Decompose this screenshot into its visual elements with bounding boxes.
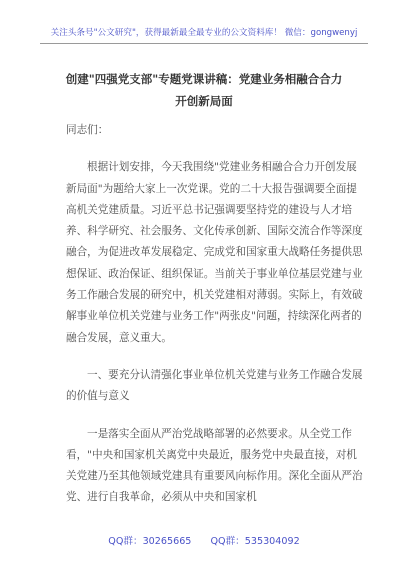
salutation: 同志们： (66, 124, 109, 136)
document-title (40, 68, 368, 112)
section-heading: 一、要充分认清强化事业单位机关党建与业务工作融合发展的价值与意义 (66, 368, 363, 403)
footer-qq-group-1: QQ群：30265665 (108, 536, 192, 547)
page-header: 关注头条号"公文研究"，获得最新最全最专业的公文资料库！ 微信：gongwenyj (50, 28, 358, 38)
footer-qq-group-2: QQ群：535304092 (210, 536, 300, 547)
paragraph-intro: 根据计划安排，今天我围绕"党建业务相融合合力开创发展新局面"为题给大家上一次党课。党的二十大报告强调要全面提高机关党建质量。习近平总书记强调要坚持党的建设与人才培养、科学研究、社会服务、文化传承创新、国际交流合作等深度融合，为促进改革发展稳定、完成党和国家重大战略任务提供思想保证、政治保证、组织保证。当前关于事业单位基层党建与业务工作融合发展的研究中，机关党建相对薄弱。实际上，有效破解事业单位机关党建与业务工作"两张皮"问题，持续深化两者的融合发展，意义重大。 (66, 161, 363, 344)
header-divider (40, 43, 368, 44)
title-line-1: 创建"四强党支部"专题党课讲稿：党建业务相融合合力 (65, 72, 343, 86)
title-line-2: 开创新局面 (175, 94, 233, 108)
page-footer (0, 533, 408, 547)
paragraph-point-one: 一是落实全面从严治党战略部署的必然要求。从全党工作看，"中央和国家机关离党中央最近，服务党中央最直接，对机关党建乃至其他领域党建具有重要风向标作用。深化全面从严治党、进行自我革命，必须从中央和国家机 (66, 427, 363, 504)
document-body (66, 120, 366, 509)
